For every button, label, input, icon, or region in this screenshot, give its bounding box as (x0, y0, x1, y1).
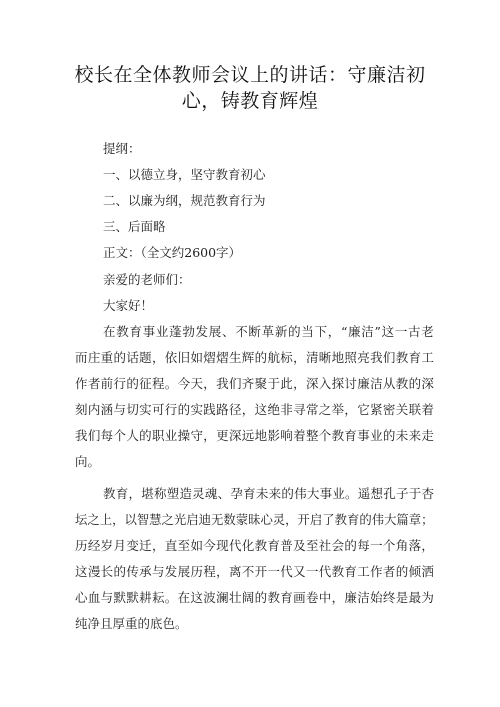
paragraph-1-line-6: 向。 (75, 454, 101, 469)
title-line-2: 心，铸教育辉煌 (181, 90, 319, 112)
paragraph-2-line-5: 心血与默默耕耘。在这波澜壮阔的教育画卷中，廉洁始终是最为 (75, 590, 435, 605)
hello-line: 大家好！ (103, 298, 154, 313)
outline-label: 提纲： (103, 141, 141, 156)
paragraph-2-line-3: 历经岁月变迁，直至如今现代化教育普及至社会的每一个角落， (75, 538, 435, 553)
paragraph-1-line-2: 而庄重的话题，依旧如熠熠生辉的航标，清晰地照亮我们教育工 (75, 350, 435, 365)
paragraph-2-line-2: 坛之上，以智慧之光启迪无数蒙昧心灵，开启了教育的伟大篇章； (75, 512, 434, 527)
outline-item-2: 二、以廉为纲，规范教育行为 (103, 193, 266, 208)
paragraph-1-line-3: 作者前行的征程。今天，我们齐聚于此，深入探讨廉洁从教的深 (75, 376, 435, 391)
paragraph-2-line-6: 纯净且厚重的底色。 (75, 616, 188, 631)
paragraph-1-line-1: 在教育事业蓬勃发展、不断革新的当下，“廉洁”这一古老 (103, 324, 435, 339)
title-line-1: 校长在全体教师会议上的讲话：守廉洁初 (74, 64, 426, 86)
text-label: 正文：（全文约2600字） (103, 245, 242, 260)
outline-item-3: 三、后面略 (103, 219, 166, 234)
outline-item-1: 一、以德立身，坚守教育初心 (103, 167, 266, 182)
paragraph-1-line-5: 我们每个人的职业操守，更深远地影响着整个教育事业的未来走 (75, 428, 435, 443)
paragraph-1-line-4: 刻内涵与切实可行的实践路径，这绝非寻常之举，它紧密关联着 (75, 402, 435, 417)
paragraph-2-line-1: 教育，堪称塑造灵魂、孕育未来的伟大事业。遥想孔子于杏 (103, 486, 435, 501)
document-title (60, 62, 440, 114)
paragraph-2-line-4: 这漫长的传承与发展历程，离不开一代又一代教育工作者的倾洒 (75, 564, 435, 579)
greeting: 亲爱的老师们： (103, 272, 191, 287)
